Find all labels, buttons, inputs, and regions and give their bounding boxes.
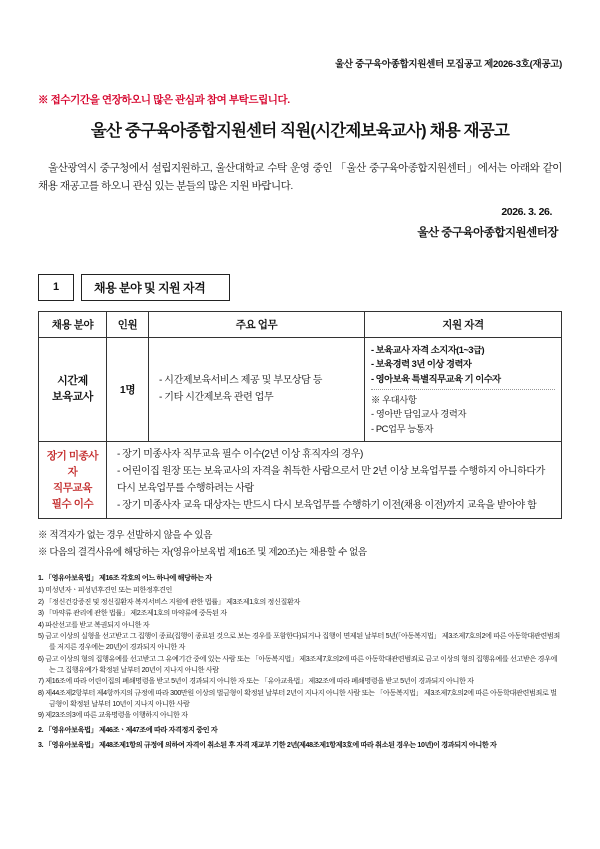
qual-strong-item: - 보육경력 3년 이상 경력자 xyxy=(371,359,472,370)
row-field-longterm xyxy=(39,442,107,519)
header-field: 채용 분야 xyxy=(39,311,107,337)
qual-pref-item: - PC업무 능통자 xyxy=(371,423,434,434)
legal-group-head: 2. 「영유아보육법」 제46조ㆍ제47조에 따라 자격정지 중인 자 xyxy=(38,726,218,735)
section-number: 1 xyxy=(38,274,74,301)
legal-item: 9) 제23조의3에 따른 교육명령을 이행하지 아니한 자 xyxy=(38,711,188,720)
page-title: 울산 중구육아종합지원센터 직원(시간제보육교사) 채용 재공고 xyxy=(90,122,510,140)
row-duties xyxy=(149,337,365,441)
legal-item: 6) 금고 이상의 형의 집행유예를 선고받고 그 유예기간 중에 있는 사람 또는 「아동복지법」 제3조제7호의2에 따른 아동학대관련범죄로 금고 이상의 형의 집행유예를 선고받은 경우에는 그 집행유예가 확정된 날부터 20년이 지나지 아니한 사람 xyxy=(38,654,558,674)
legal-disqualification-block xyxy=(38,573,562,751)
row-count: 1명 xyxy=(107,337,149,441)
row-longterm-detail xyxy=(107,442,562,519)
qual-divider xyxy=(371,389,555,390)
header-qualifications: 지원 자격 xyxy=(365,311,562,337)
legal-item: 5) 금고 이상의 실형을 선고받고 그 집행이 종료(집행이 종료된 것으로 보는 경우를 포함한다)되거나 집행이 면제된 날부터 5년(「아동복지법」 제3조제7호의2에 따른 아동학대관련범죄를 저지른 경우에는 20년)이 경과되지 아니한 자 xyxy=(38,632,560,652)
longterm-item: - 장기 미종사자 직무교육 필수 이수(2년 이상 휴직자의 경우) xyxy=(117,449,363,461)
issuer-name: 울산 중구육아종합지원센터장 xyxy=(417,226,558,239)
qual-strong-item: - 영아보육 특별직무교육 기 이수자 xyxy=(371,373,501,384)
row-field-line3: 필수 이수 xyxy=(51,498,94,511)
header-count: 인원 xyxy=(107,311,149,337)
qual-pref-title: ※ 우대사항 xyxy=(371,394,417,405)
duty-item: - 기타 시간제보육 관련 업무 xyxy=(159,392,274,404)
announcement-date: 2026. 3. 26. xyxy=(501,205,552,218)
row-field-line2: 보육교사 xyxy=(52,391,93,404)
row-qualifications xyxy=(365,337,562,441)
legal-item: 8) 제44조제2항부터 제4항까지의 규정에 따라 300만원 이상의 벌금형이 확정된 날부터 2년이 지나지 아니한 사람 또는 「아동복지법」 제3조제7호의2에 따른 아동학대관련범죄로 벌금형이 확정된 날부터 10년이 지나지 아니한 사람 xyxy=(38,688,557,708)
notes-block xyxy=(38,528,562,561)
table-row xyxy=(39,337,562,441)
qual-strong-item: - 보육교사 자격 소지자(1~3급) xyxy=(371,344,485,355)
note-item: ※ 다음의 결격사유에 해당하는 자(영유아보육법 제16조 및 제20조)는 채용할 수 없음 xyxy=(38,547,367,559)
longterm-item: - 장기 미종사자 교육 대상자는 반드시 다시 보육업무를 수행하기 이전(채용 이전)까지 교육을 받아야 함 xyxy=(117,500,537,512)
document-number: 울산 중구육아종합지원센터 모집공고 제2026-3호(재공고) xyxy=(335,59,562,70)
legal-item: 4) 파산선고를 받고 복권되지 아니한 자 xyxy=(38,620,150,629)
legal-group-head: 3. 「영유아보육법」 제48조제1항의 규정에 의하여 자격이 취소된 후 자격 재교부 기한 2년(제48조제1항제3호에 따라 취소된 경우는 10년)이 경과되지 아니한 자 xyxy=(38,741,497,750)
legal-item: 2) 「정신건강증진 및 정신질환자 복지서비스 지원에 관한 법률」 제3조제1호의 정신질환자 xyxy=(38,597,300,606)
row-field xyxy=(39,337,107,441)
qual-pref-item: - 영아반 담임교사 경력자 xyxy=(371,409,467,420)
table-header-row xyxy=(39,311,562,337)
longterm-item: - 어린이집 원장 또는 보육교사의 자격을 취득한 사람으로서 만 2년 이상 보육업무를 수행하지 아니하다가 다시 보육업무를 수행하려는 사람 xyxy=(117,466,545,495)
legal-item: 1) 미성년자ㆍ피성년후견인 또는 피한정후견인 xyxy=(38,586,173,595)
section-header xyxy=(38,274,562,301)
intro-paragraph: 울산광역시 중구청에서 설립지원하고, 울산대학교 수탁 운영 중인 「울산 중구육아종합지원센터」에서는 아래와 같이 채용 재공고를 하오니 관심 있는 분들의 많은 지원 바랍니다. xyxy=(38,162,562,193)
row-field-line1: 시간제 xyxy=(57,374,88,387)
legal-item: 3) 「마약류 관리에 관한 법률」 제2조제1호의 마약류에 중독된 자 xyxy=(38,609,227,618)
table-row xyxy=(39,442,562,519)
red-notice: ※ 접수기간을 연장하오니 많은 관심과 참여 부탁드립니다. xyxy=(38,94,290,106)
header-duties: 주요 업무 xyxy=(149,311,365,337)
recruitment-table xyxy=(38,311,562,519)
legal-item: 7) 제16조에 따라 어린이집의 폐쇄명령을 받고 5년이 경과되지 아니한 자 또는 「유아교육법」 제32조에 따라 폐쇄명령을 받고 5년이 경과되지 아니한 자 xyxy=(38,677,474,686)
row-field-line1: 장기 미종사자 xyxy=(46,449,99,478)
duty-item: - 시간제보육서비스 제공 및 부모상담 등 xyxy=(159,374,322,386)
section-title: 채용 분야 및 지원 자격 xyxy=(81,274,230,301)
note-item: ※ 적격자가 없는 경우 선발하지 않을 수 있음 xyxy=(38,530,212,542)
legal-group-head: 1. 「영유아보육법」 제16조 각호의 어느 하나에 해당하는 자 xyxy=(38,574,212,583)
row-field-line2: 직무교육 xyxy=(53,482,92,495)
